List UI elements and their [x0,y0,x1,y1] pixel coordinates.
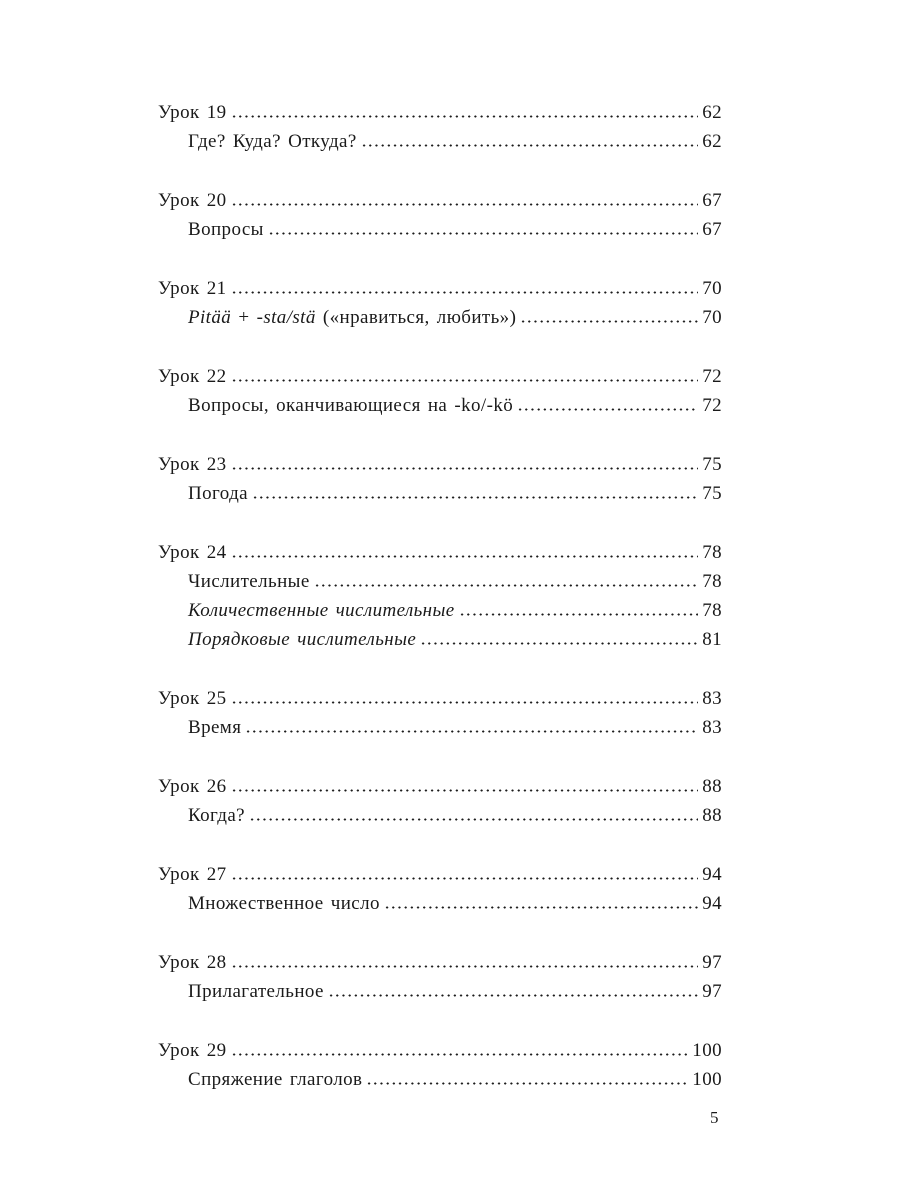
topic-title [188,303,516,332]
topic-title [188,977,324,1006]
topic-title [188,391,513,420]
lesson-group [158,98,722,156]
lesson-group [158,362,722,420]
topic-page-number: 81 [702,629,722,650]
title-segment: Спряжение глаголов [188,1069,363,1090]
dot-leader [517,408,698,411]
toc-topic-row[interactable] [158,567,722,596]
dot-leader [520,320,698,323]
lesson-page-number: 78 [702,542,722,563]
dot-leader [231,701,699,704]
topic-page-number: 100 [692,1069,722,1090]
topic-title [188,596,455,625]
lesson-page-number: 62 [702,102,722,123]
title-segment: Время [188,717,242,738]
topic-page-number: 70 [702,307,722,328]
lesson-title: Урок 27 [158,864,227,885]
lesson-title: Урок 23 [158,454,227,475]
dot-leader [231,115,699,118]
lesson-title: Урок 21 [158,278,227,299]
dot-leader [384,906,698,909]
toc-lesson-row[interactable] [158,684,722,713]
dot-leader [366,1082,688,1085]
dot-leader [231,291,699,294]
dot-leader [231,467,699,470]
dot-leader [231,203,699,206]
toc-lesson-row[interactable] [158,948,722,977]
topic-title [188,889,380,918]
lesson-group [158,274,722,332]
lesson-title: Урок 19 [158,102,227,123]
topic-page-number: 67 [702,219,722,240]
dot-leader [361,144,698,147]
lesson-title: Урок 25 [158,688,227,709]
lesson-group [158,948,722,1006]
title-segment: Прилагательное [188,981,324,1002]
topic-title [188,567,310,596]
title-segment: Pitää [188,307,232,328]
dot-leader [268,232,698,235]
topic-title [188,625,416,654]
title-segment: + [231,307,257,328]
title-segment: Числительные [188,571,310,592]
toc-topic-row[interactable] [158,391,722,420]
toc-lesson-row[interactable] [158,450,722,479]
toc-lesson-row[interactable] [158,860,722,889]
lesson-page-number: 100 [692,1040,722,1061]
toc-topic-row[interactable] [158,215,722,244]
topic-title [188,215,264,244]
topic-page-number: 78 [702,600,722,621]
toc-topic-row[interactable] [158,801,722,830]
dot-leader [328,994,698,997]
title-segment: Когда? [188,805,246,826]
topic-title [188,801,245,830]
dot-leader [231,379,699,382]
dot-leader [231,965,699,968]
lesson-page-number: 70 [702,278,722,299]
toc-topic-row[interactable] [158,1065,722,1094]
lesson-group [158,450,722,508]
toc-topic-row[interactable] [158,303,722,332]
toc-topic-row[interactable] [158,596,722,625]
dot-leader [231,555,699,558]
title-segment: Вопросы [188,219,264,240]
dot-leader [459,613,699,616]
lesson-page-number: 72 [702,366,722,387]
title-segment: Множественное число [188,893,380,914]
lesson-title: Урок 26 [158,776,227,797]
title-segment: Порядковые числительные [188,629,417,650]
dot-leader [231,877,699,880]
lesson-group [158,860,722,918]
topic-page-number: 83 [702,717,722,738]
lesson-group [158,538,722,654]
lesson-page-number: 67 [702,190,722,211]
topic-title [188,1065,362,1094]
topic-title [188,713,241,742]
dot-leader [245,730,698,733]
topic-page-number: 88 [702,805,722,826]
lesson-page-number: 94 [702,864,722,885]
topic-title [188,479,248,508]
title-segment: Где? Куда? Откуда? [188,131,357,152]
lesson-title: Урок 22 [158,366,227,387]
lesson-title: Урок 20 [158,190,227,211]
dot-leader [231,1053,689,1056]
title-segment: Количественные числительные [188,600,455,621]
table-of-contents [158,98,722,1124]
topic-page-number: 75 [702,483,722,504]
dot-leader [252,496,698,499]
lesson-title: Урок 24 [158,542,227,563]
topic-page-number: 72 [702,395,722,416]
dot-leader [420,642,698,645]
toc-topic-row[interactable] [158,127,722,156]
toc-lesson-row[interactable] [158,1036,722,1065]
lesson-group [158,684,722,742]
toc-topic-row[interactable] [158,889,722,918]
lesson-group [158,772,722,830]
toc-lesson-row[interactable] [158,772,722,801]
topic-title [188,127,357,156]
toc-topic-row[interactable] [158,713,722,742]
topic-page-number: 97 [702,981,722,1002]
toc-topic-row[interactable] [158,977,722,1006]
lesson-title: Урок 28 [158,952,227,973]
title-segment: («нравиться, любить») [315,307,517,328]
lesson-title: Урок 29 [158,1040,227,1061]
dot-leader [314,584,699,587]
lesson-group [158,1036,722,1094]
toc-lesson-row[interactable] [158,362,722,391]
lesson-group [158,186,722,244]
toc-lesson-row[interactable] [158,98,722,127]
lesson-page-number: 83 [702,688,722,709]
toc-lesson-row[interactable] [158,186,722,215]
topic-page-number: 94 [702,893,722,914]
lesson-page-number: 75 [702,454,722,475]
toc-topic-row[interactable] [158,625,722,654]
topic-page-number: 78 [702,571,722,592]
dot-leader [231,789,699,792]
title-segment: Вопросы, оканчивающиеся на -ko/-kö [188,395,514,416]
page-number: 5 [710,1108,719,1127]
lesson-page-number: 88 [702,776,722,797]
toc-topic-row[interactable] [158,479,722,508]
toc-lesson-row[interactable] [158,274,722,303]
dot-leader [249,818,698,821]
topic-page-number: 62 [702,131,722,152]
lesson-page-number: 97 [702,952,722,973]
title-segment: Погода [188,483,248,504]
toc-lesson-row[interactable] [158,538,722,567]
title-segment: -sta/stä [256,307,316,328]
